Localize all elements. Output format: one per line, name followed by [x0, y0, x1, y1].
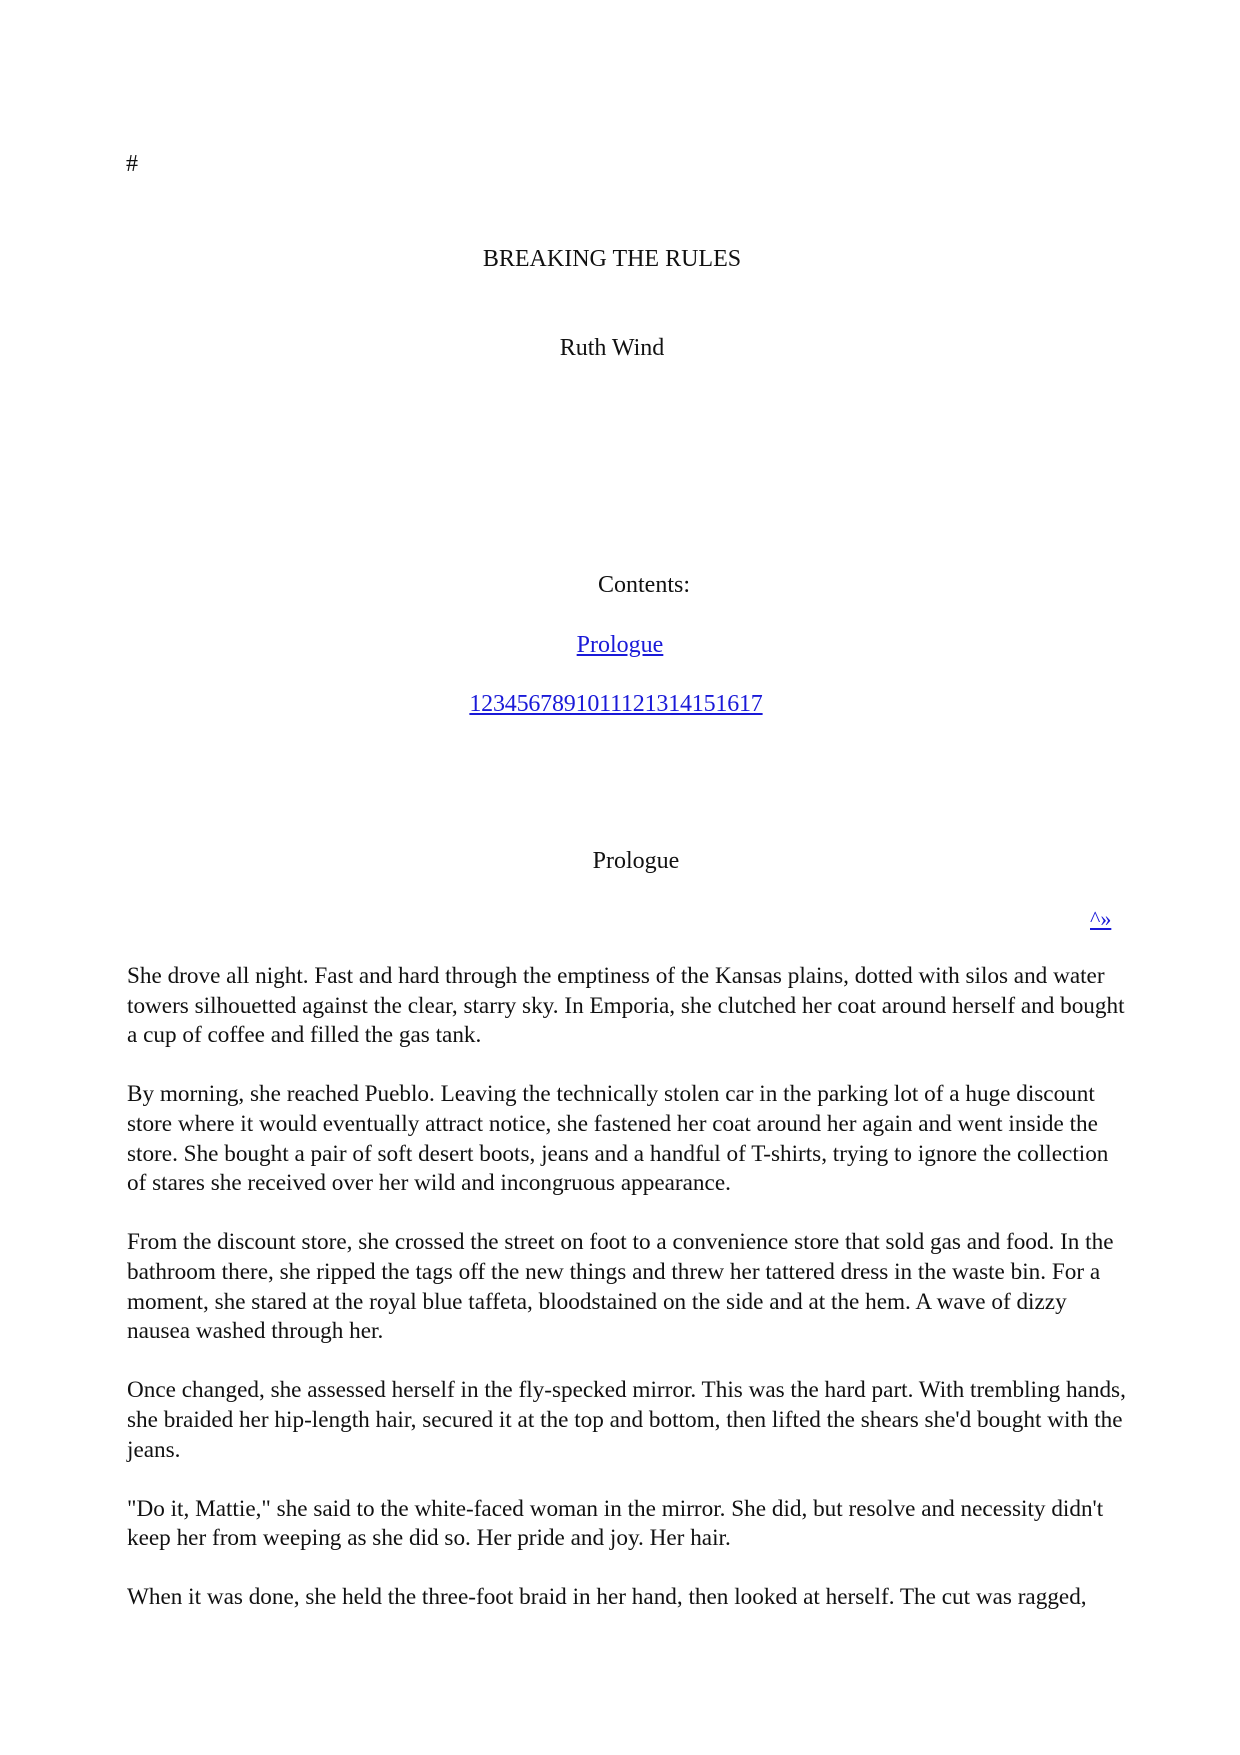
page-marker: # [126, 151, 138, 177]
prologue-heading: Prologue [592, 848, 680, 874]
chapter-links[interactable]: 1234567891011121314151617 [469, 691, 763, 717]
contents-prologue-row [0, 630, 1240, 660]
prologue-link[interactable]: Prologue [576, 632, 664, 658]
paragraph: "Do it, Mattie," she said to the white-faced woman in the mirror. She did, but resolve and necessity didn't keep her from weeping as she did so. Her pride and joy. Her hair. [127, 1495, 1104, 1552]
paragraph: She drove all night. Fast and hard through the emptiness of the Kansas plains, dotted with silos and water towers silhouetted against the clear, starry sky. In Emporia, she clutched her coat around herself and bought a cup of coffee and filled the gas tank. [127, 963, 1125, 1049]
contents-label: Contents: [597, 572, 690, 598]
contents-chapters-row [0, 689, 1236, 719]
paragraph: From the discount store, she crossed the street on foot to a convenience store that sold gas and food. In the bathroom there, she ripped the tags off the new things and threw her tattered dress in the waste bin. For a moment, she stared at the royal blue taffeta, bloodstained on the side and at the hem. A wave of dizzy nausea washed through her. [127, 1229, 1114, 1345]
back-to-top-link[interactable]: ^» [1090, 906, 1112, 931]
prologue-body [127, 962, 1127, 1643]
paragraph: When it was done, she held the three-foot braid in her hand, then looked at herself. The cut was ragged, [127, 1584, 1087, 1611]
book-author: Ruth Wind [559, 335, 665, 361]
paragraph: Once changed, she assessed herself in the fly-specked mirror. This was the hard part. With trembling hands, she braided her hip-length hair, secured it at the top and bottom, then lifted the shears she'd bought with the jeans. [127, 1377, 1126, 1463]
book-title: BREAKING THE RULES [482, 246, 742, 272]
paragraph: By morning, she reached Pueblo. Leaving the technically stolen car in the parking lot of a huge discount store where it would eventually attract notice, she fastened her coat around her again and went inside the store. She bought a pair of soft desert boots, jeans and a handful of T-shirts, trying to ignore the collection of stares she received over her wild and incongruous appearance. [127, 1081, 1109, 1197]
